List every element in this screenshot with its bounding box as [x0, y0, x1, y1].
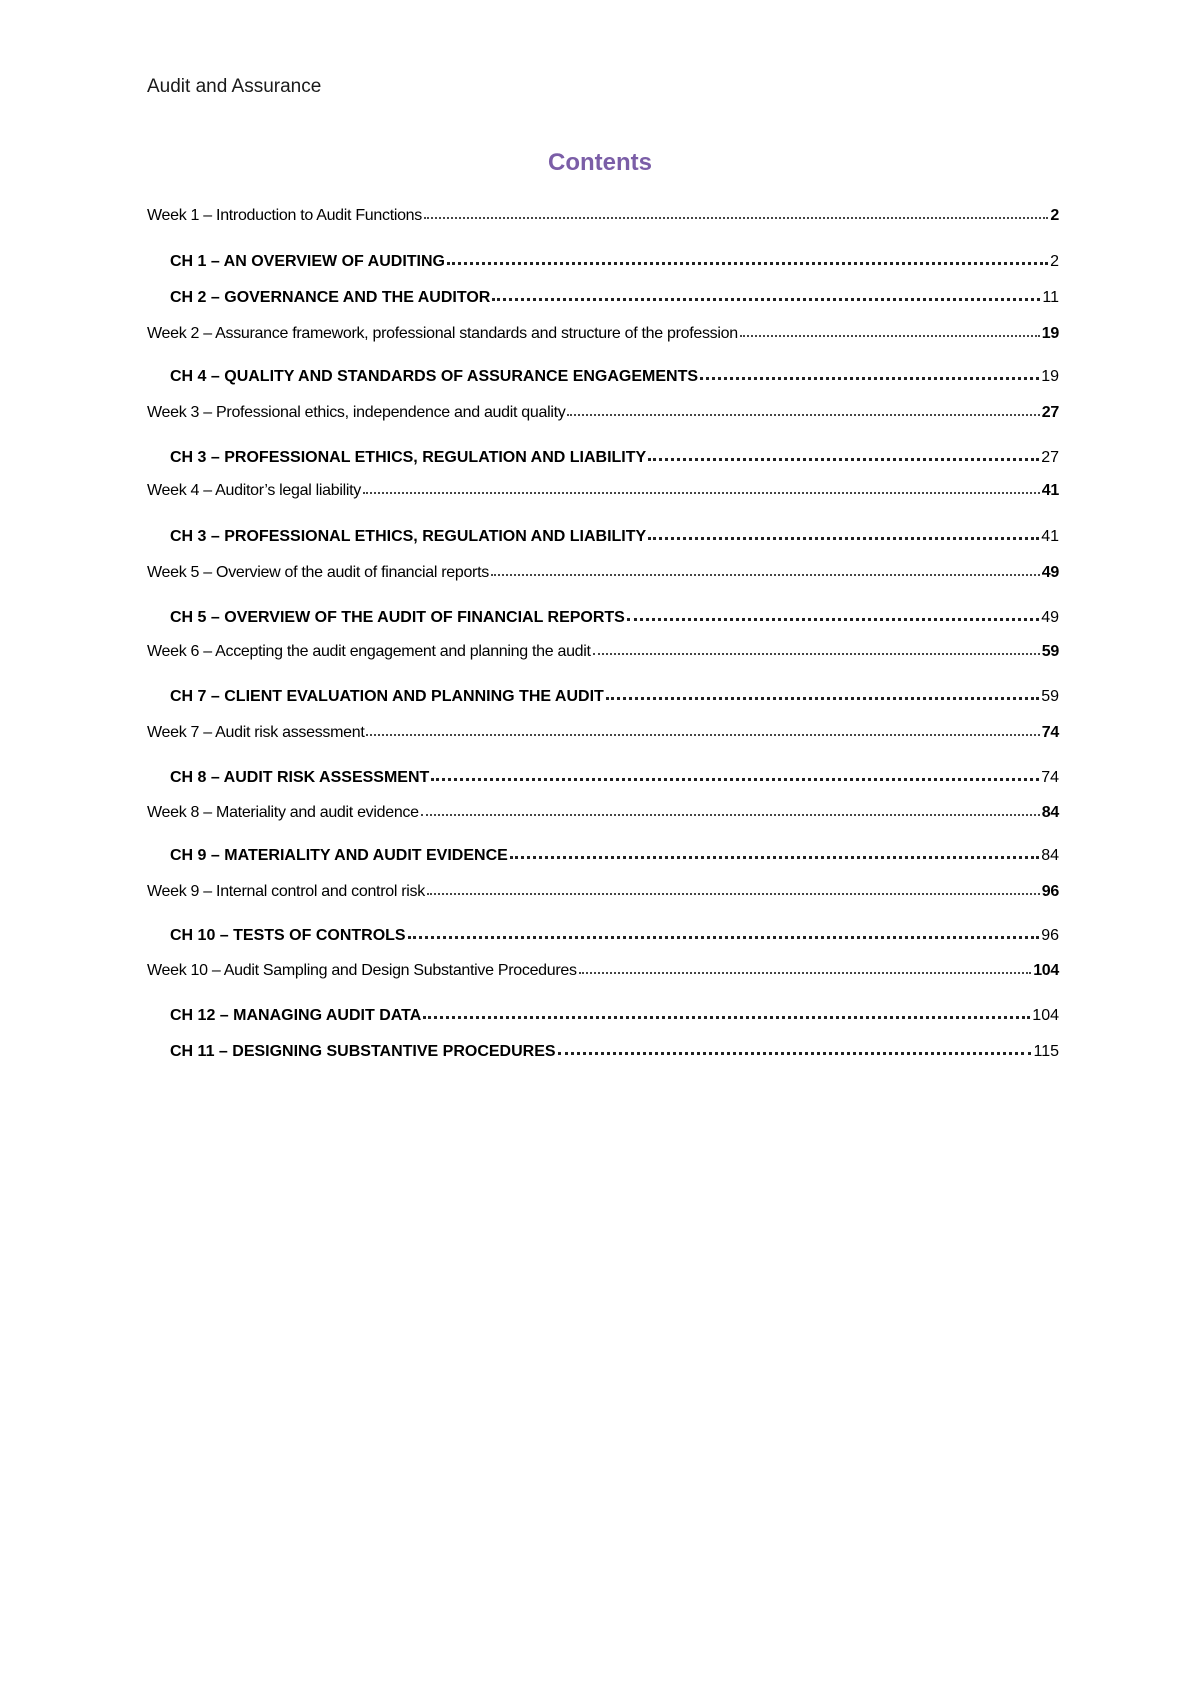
toc-chapter-entry[interactable]: [170, 925, 1059, 947]
toc-week-entry[interactable]: [147, 960, 1059, 982]
toc-dot-leader: [408, 926, 1040, 940]
toc-entry-label: Week 6 – Accepting the audit engagement and planning the audit: [147, 643, 591, 660]
toc-entry-label: CH 3 – PROFESSIONAL ETHICS, REGULATION AND LIABILITY: [170, 528, 647, 545]
toc-entry-label: CH 3 – PROFESSIONAL ETHICS, REGULATION AND LIABILITY: [170, 449, 647, 466]
toc-dot-leader: [648, 448, 1039, 462]
toc-entry-label: Week 7 – Audit risk assessment: [147, 724, 365, 741]
toc-chapter-entry[interactable]: [170, 1041, 1059, 1063]
toc-entry-label: CH 10 – TESTS OF CONTROLS: [170, 927, 406, 944]
toc-entry-label: Week 9 – Internal control and control risk: [147, 883, 425, 900]
running-header: Audit and Assurance: [147, 76, 322, 97]
toc-page-number: 27: [1041, 404, 1059, 421]
toc-dot-leader: [558, 1042, 1032, 1056]
toc-page-number: 41: [1041, 482, 1059, 499]
toc-dot-leader: [421, 803, 1040, 817]
toc-page-number: 27: [1041, 449, 1059, 466]
toc-dot-leader: [363, 481, 1040, 495]
toc-dot-leader: [431, 768, 1039, 782]
toc-chapter-entry[interactable]: [170, 366, 1059, 388]
toc-entry-label: CH 12 – MANAGING AUDIT DATA: [170, 1007, 422, 1024]
toc-entry-label: CH 4 – QUALITY AND STANDARDS OF ASSURANCE ENGAGEMENTS: [170, 368, 699, 385]
toc-dot-leader: [510, 846, 1039, 860]
toc-entry-label: CH 5 – OVERVIEW OF THE AUDIT OF FINANCIAL REPORTS: [170, 609, 625, 626]
toc-dot-leader: [427, 882, 1040, 896]
toc-week-entry[interactable]: [147, 323, 1059, 345]
toc-page-number: 41: [1041, 528, 1059, 545]
toc-page-number: 74: [1041, 769, 1059, 786]
toc-chapter-entry[interactable]: [170, 767, 1059, 789]
toc-chapter-entry[interactable]: [170, 686, 1059, 708]
toc-page-number: 84: [1041, 804, 1059, 821]
toc-page-number: 59: [1041, 643, 1059, 660]
toc-dot-leader: [447, 252, 1048, 266]
toc-entry-label: CH 1 – AN OVERVIEW OF AUDITING: [170, 253, 445, 270]
toc-dot-leader: [366, 723, 1039, 737]
toc-page-number: 96: [1041, 883, 1059, 900]
toc-entry-label: Week 4 – Auditor’s legal liability: [147, 482, 361, 499]
toc-chapter-entry[interactable]: [170, 1005, 1059, 1027]
toc-page-number: 104: [1033, 962, 1059, 979]
toc-entry-label: CH 11 – DESIGNING SUBSTANTIVE PROCEDURES: [170, 1043, 556, 1060]
toc-entry-label: Week 1 – Introduction to Audit Functions: [147, 207, 422, 224]
toc-dot-leader: [648, 527, 1039, 541]
toc-dot-leader: [627, 608, 1039, 622]
toc-entry-label: Week 5 – Overview of the audit of financial reports: [147, 564, 489, 581]
toc-page-number: 115: [1033, 1043, 1059, 1060]
toc-page-number: 19: [1041, 325, 1059, 342]
toc-dot-leader: [491, 563, 1040, 577]
toc-week-entry[interactable]: [147, 480, 1059, 502]
toc-page-number: 11: [1042, 289, 1059, 306]
toc-dot-leader: [593, 642, 1040, 656]
toc-page-number: 49: [1041, 609, 1059, 626]
toc-page-number: 59: [1041, 688, 1059, 705]
toc-page-number: 96: [1041, 927, 1059, 944]
toc-page-number: 74: [1041, 724, 1059, 741]
toc-entry-label: CH 8 – AUDIT RISK ASSESSMENT: [170, 769, 430, 786]
toc-dot-leader: [567, 403, 1039, 417]
toc-week-entry[interactable]: [147, 562, 1059, 584]
toc-page-number: 84: [1041, 847, 1059, 864]
toc-title: Contents: [548, 149, 652, 176]
toc-week-entry[interactable]: [147, 641, 1059, 663]
toc-dot-leader: [606, 687, 1039, 701]
toc-dot-leader: [740, 324, 1040, 338]
toc-entry-label: CH 9 – MATERIALITY AND AUDIT EVIDENCE: [170, 847, 508, 864]
toc-week-entry[interactable]: [147, 881, 1059, 903]
toc-dot-leader: [579, 961, 1032, 975]
toc-dot-leader: [700, 367, 1039, 381]
toc-page-number: 19: [1041, 368, 1059, 385]
toc-chapter-entry[interactable]: [170, 845, 1059, 867]
toc-entry-label: Week 8 – Materiality and audit evidence: [147, 804, 419, 821]
toc-week-entry[interactable]: [147, 802, 1059, 824]
toc-dot-leader: [492, 288, 1040, 302]
toc-page-number: 2: [1050, 253, 1059, 270]
toc-entry-label: CH 7 – CLIENT EVALUATION AND PLANNING THE AUDIT: [170, 688, 604, 705]
toc-chapter-entry[interactable]: [170, 607, 1059, 629]
toc-chapter-entry[interactable]: [170, 526, 1059, 548]
toc-dot-leader: [423, 1006, 1030, 1020]
toc-week-entry[interactable]: [147, 205, 1059, 227]
toc-entry-label: Week 10 – Audit Sampling and Design Substantive Procedures: [147, 962, 577, 979]
toc-entry-label: CH 2 – GOVERNANCE AND THE AUDITOR: [170, 289, 491, 306]
toc-chapter-entry[interactable]: [170, 447, 1059, 469]
toc-entry-label: Week 3 – Professional ethics, independence and audit quality: [147, 404, 566, 421]
toc-page-number: 49: [1041, 564, 1059, 581]
toc-chapter-entry[interactable]: [170, 287, 1059, 309]
toc-week-entry[interactable]: [147, 402, 1059, 424]
toc-chapter-entry[interactable]: [170, 251, 1059, 273]
toc-page-number: 104: [1032, 1007, 1059, 1024]
toc-entry-label: Week 2 – Assurance framework, professional standards and structure of the profession: [147, 325, 738, 342]
toc-dot-leader: [424, 206, 1048, 220]
toc-page-number: 2: [1050, 207, 1059, 224]
toc-week-entry[interactable]: [147, 722, 1059, 744]
